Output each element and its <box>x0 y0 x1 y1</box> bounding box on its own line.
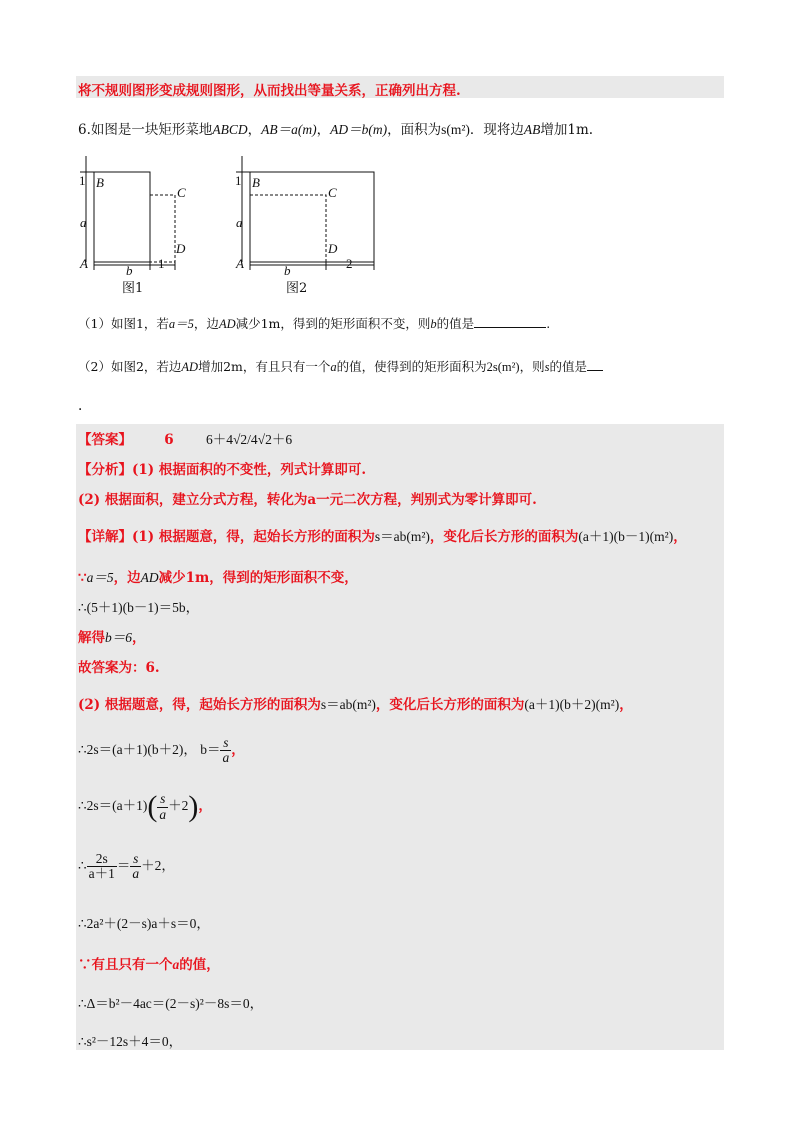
detail-line-5: 故答案为：6. <box>78 660 160 676</box>
detail-l11c: 的值， <box>179 957 220 973</box>
question-text-b: 面积为 <box>400 122 442 138</box>
frac-s-over-a-2 <box>157 792 168 821</box>
frac-num: s <box>130 852 141 867</box>
sub1-b: b <box>430 317 437 331</box>
sub1-text-d: 的值是 <box>436 316 475 331</box>
sub-question-1 <box>78 314 550 332</box>
rect-abcd: ABCD <box>212 122 248 137</box>
edge-ab: AB <box>523 122 541 137</box>
detail-l8b: ＋2 <box>168 798 189 814</box>
detail-line-11 <box>78 953 220 973</box>
analysis-line-2: (2) 根据面积，建立分式方程，转化为a一元二次方程，判别式为零计算即可. <box>78 492 537 508</box>
fig1-label-1-right: 1 <box>158 256 165 271</box>
frac-num: 2s <box>87 852 117 867</box>
detail-l4c: ， <box>132 630 146 646</box>
sub2-text-b: 增加2m，有且只有一个 <box>198 359 331 374</box>
answer-blank-1[interactable] <box>474 315 546 328</box>
sub2-text-e: 的值是 <box>549 359 587 374</box>
sub1-text-c: 减少1m，得到的矩形面积不变，则 <box>235 316 431 331</box>
frac-s-over-a-3 <box>130 852 141 881</box>
detail-l8a: ∴2s＝(a＋1) <box>78 798 148 814</box>
detail-line-10: ∴2a²＋(2－s)a＋s＝0， <box>78 916 210 931</box>
analysis-line-1 <box>78 458 366 478</box>
frac-den: a <box>222 750 230 766</box>
sub2-end: . <box>78 398 83 414</box>
detail-l7c: ， <box>231 741 245 757</box>
detail-l9mid: ＝ <box>116 857 131 873</box>
sub1-text-b: ，边 <box>193 316 219 331</box>
sub-question-2 <box>78 357 603 375</box>
detail-l6b: s＝ab(m²) <box>320 697 376 712</box>
figures <box>70 150 400 300</box>
frac-s-over-a <box>220 736 231 765</box>
detail-label: 【详解】 <box>78 529 132 545</box>
detail-line-4 <box>78 626 146 646</box>
detail-line-9 <box>78 852 175 881</box>
answer-value-2: 6＋4√2/4√2＋6 <box>206 432 293 447</box>
frac-2s-over-a1 <box>87 852 117 881</box>
answer-value-1: 6 <box>164 432 174 448</box>
detail-l11a: ∵有且只有一个 <box>78 957 173 973</box>
detail-line-12: ∴Δ＝b²－4ac＝(2－s)²－8s＝0， <box>78 996 264 1011</box>
detail-line-13: ∴s²－12s＋4＝0， <box>78 1034 183 1049</box>
question-number: 6. <box>78 122 91 138</box>
detail-l6d: (a＋1)(b＋2)(m²) <box>524 697 620 712</box>
analysis-text-1: (1) 根据面积的不变性，列式计算即可. <box>132 462 367 478</box>
fig2-label-2-right: 2 <box>346 256 353 271</box>
fig2-label-b: b <box>284 263 291 278</box>
fig1-caption: 图1 <box>122 281 144 296</box>
detail-l6e: ， <box>619 697 633 713</box>
sub2-a: a <box>330 360 337 374</box>
detail-l7b: b＝ <box>200 741 221 757</box>
frac-num: s <box>220 736 231 751</box>
detail-l2e: 减少1m，得到的矩形面积不变， <box>158 570 358 586</box>
frac-den: a <box>132 866 140 882</box>
sub1-end: . <box>546 316 551 331</box>
fig2-label-A: A <box>236 256 244 271</box>
frac-num: s <box>157 792 168 807</box>
detail-l8c: ， <box>198 798 212 814</box>
fig1-label-D: D <box>176 241 186 256</box>
answer-blank-2[interactable] <box>587 358 603 371</box>
question-text-c: 现将边 <box>483 122 524 138</box>
detail-l1d: (a＋1)(b－1)(m²) <box>578 529 674 544</box>
frac-den: a＋1 <box>88 866 115 882</box>
detail-line-7 <box>78 736 245 765</box>
detail-l2c: ，边 <box>113 570 141 586</box>
frac-den: a <box>159 806 167 822</box>
sub1-a-eq: a＝5 <box>168 317 194 331</box>
top-note: 将不规则图形变成规则图形，从而找出等量关系，正确列出方程. <box>78 83 461 99</box>
detail-l9post: ＋2， <box>141 857 175 873</box>
figure-1 <box>79 156 186 296</box>
detail-line-2 <box>78 566 358 586</box>
question-text-d: 增加1m. <box>540 122 594 138</box>
question-text-a: 如图是一块矩形菜地 <box>90 122 213 138</box>
ab-eq: AB＝a(m) <box>261 122 317 137</box>
detail-l4a: 解得 <box>78 630 105 646</box>
detail-line-3: ∴(5＋1)(b－1)＝5b， <box>78 600 200 615</box>
ad-eq: AD＝b(m) <box>330 122 388 137</box>
fig2-label-C: C <box>328 185 337 200</box>
fig2-label-D: D <box>328 241 338 256</box>
answer-line <box>78 428 292 448</box>
detail-line-1 <box>78 525 687 545</box>
detail-line-6 <box>78 693 633 713</box>
detail-l1a: (1) 根据题意，得，起始长方形的面积为 <box>132 529 375 545</box>
fig2-label-a: a <box>236 215 243 230</box>
analysis-label: 【分析】 <box>78 462 132 478</box>
detail-l4b: b＝6 <box>105 630 132 645</box>
fig1-label-1-top: 1 <box>79 173 86 188</box>
sub2-s: s <box>544 360 550 374</box>
sub2-ad: AD <box>181 360 199 374</box>
detail-l11b: a <box>172 957 180 972</box>
detail-l2b: a＝5 <box>86 570 114 585</box>
fig1-label-b: b <box>126 263 133 278</box>
sub2-text-d: ，则 <box>519 359 545 374</box>
detail-l7a: ∴2s＝(a＋1)(b＋2)， <box>78 741 197 757</box>
sub1-text-a: （1）如图1，若 <box>78 316 169 331</box>
sub2-two-s: 2s(m²) <box>486 360 520 374</box>
detail-l6a: (2) 根据题意，得，起始长方形的面积为 <box>78 697 321 713</box>
detail-l1c: ，变化后长方形的面积为 <box>429 529 579 545</box>
detail-l1b: s＝ab(m²) <box>374 529 430 544</box>
fig1-label-B: B <box>96 175 104 190</box>
answer-label: 【答案】 <box>78 432 132 448</box>
fig1-label-C: C <box>177 185 186 200</box>
fig2-label-B: B <box>252 175 260 190</box>
detail-l2a: ∵ <box>78 570 87 586</box>
fig2-label-1-top: 1 <box>235 173 242 188</box>
detail-l2d: AD <box>140 570 159 585</box>
fig2-caption: 图2 <box>286 281 308 296</box>
detail-line-8: ∴2s＝(a＋1)( $\frac{s}{a}$ ＋2)， <box>78 790 212 823</box>
detail-l9pre: ∴ <box>78 857 87 873</box>
detail-l6c: ，变化后长方形的面积为 <box>375 697 525 713</box>
sub1-ad: AD <box>218 317 236 331</box>
fig1-label-a: a <box>80 215 87 230</box>
sub2-text-a: （2）如图2，若边 <box>78 359 182 374</box>
figure-2 <box>235 156 374 296</box>
question-stem: 6.如图是一块矩形菜地ABCD，AB＝a(m)，AD＝b(m)，面积为s(m²)．现将边AB增加1m. <box>78 122 594 138</box>
detail-l1e: ， <box>673 529 687 545</box>
area-s: s(m²) <box>441 122 470 137</box>
fig1-label-A: A <box>80 256 88 271</box>
sub2-text-c: 的值，使得到的矩形面积为 <box>336 359 487 374</box>
